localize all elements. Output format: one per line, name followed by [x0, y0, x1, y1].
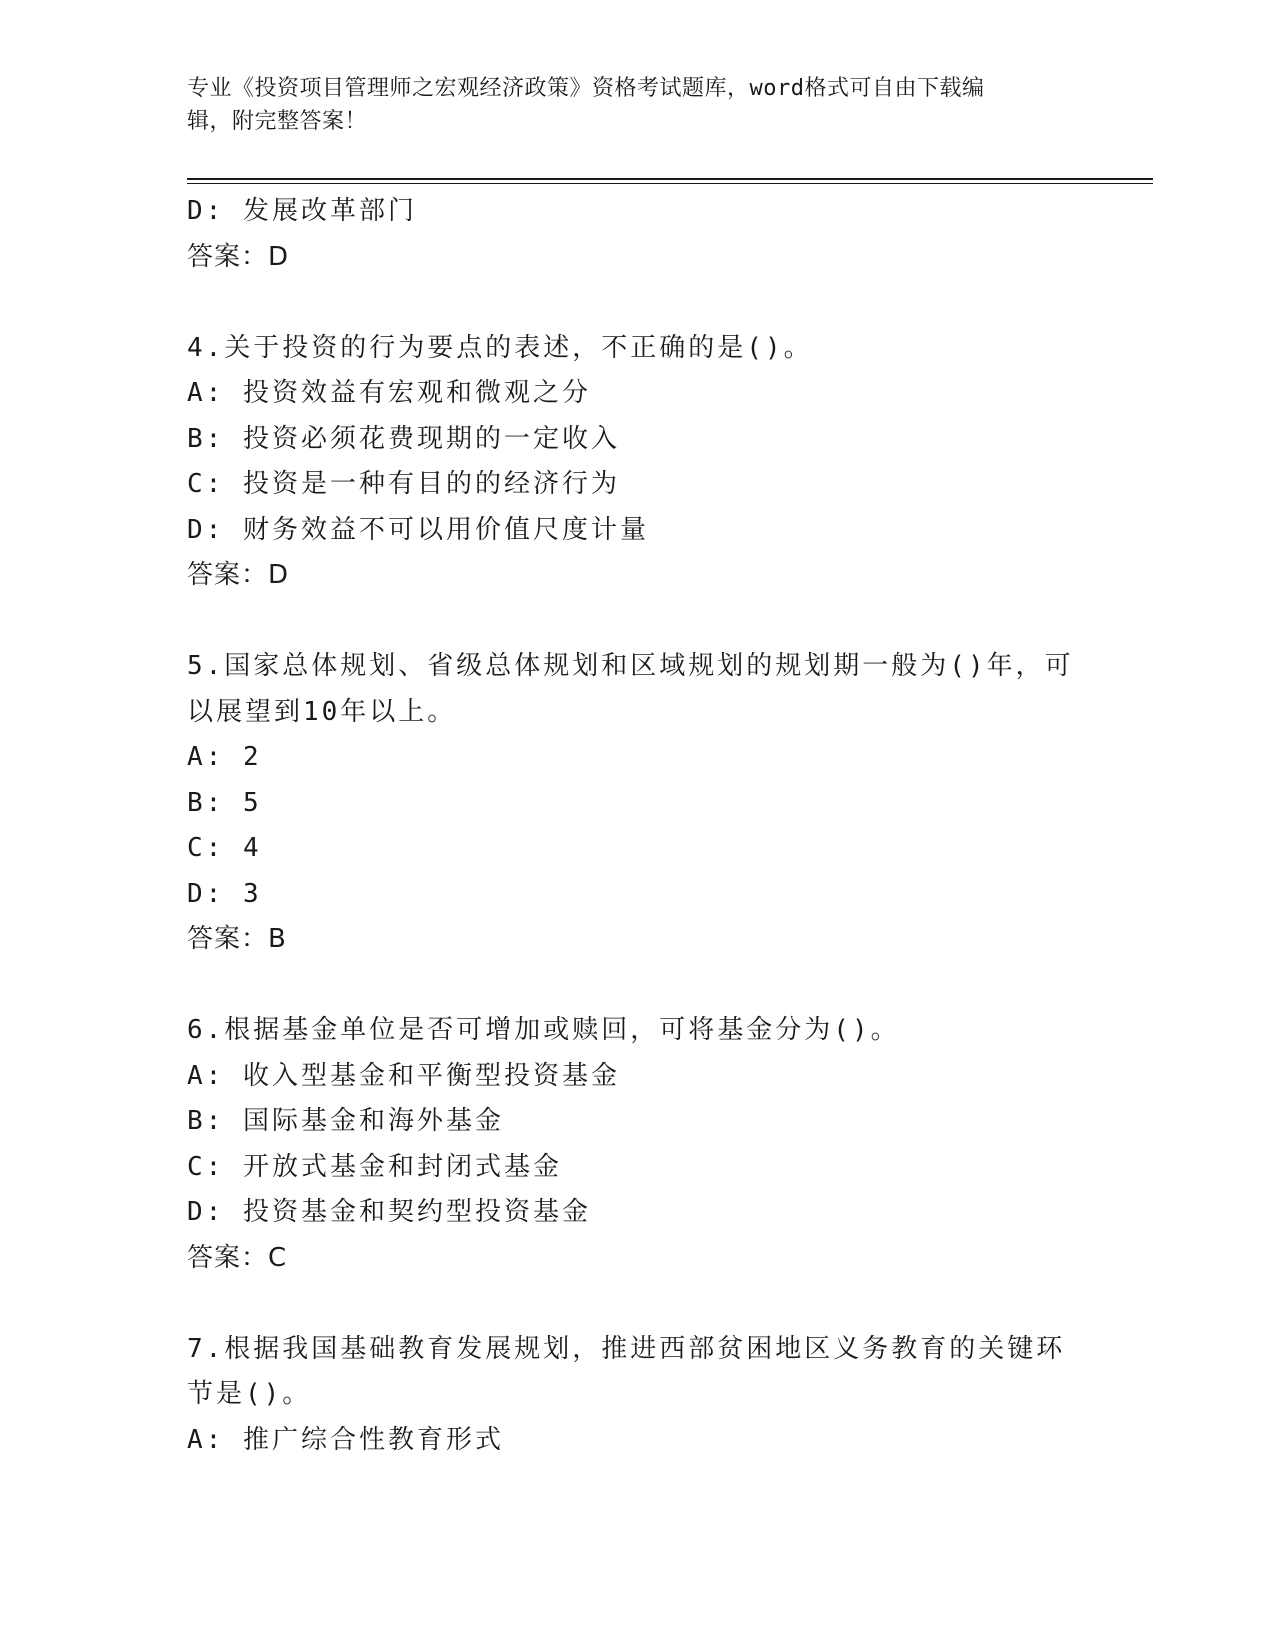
option-a: A: 收入型基金和平衡型投资基金	[187, 1060, 620, 1091]
question-6	[187, 1008, 1077, 1281]
option-a: A: 2	[187, 742, 262, 772]
question-7	[187, 1327, 1077, 1464]
question-stem: 7.根据我国基础教育发展规划，推进西部贫困地区义务教育的关键环	[187, 1333, 1066, 1364]
spacer	[187, 963, 1077, 1009]
spacer	[187, 280, 1077, 326]
fragment-answer: 答案：D	[187, 241, 290, 272]
question-5	[187, 644, 1077, 963]
answer: 答案：C	[187, 1242, 288, 1273]
question-stem-cont: 以展望到10年以上。	[187, 696, 457, 727]
header-divider-thin	[187, 183, 1153, 184]
question-stem: 4.关于投资的行为要点的表述，不正确的是()。	[187, 332, 813, 363]
answer: 答案：B	[187, 924, 287, 954]
option-d: D: 财务效益不可以用价值尺度计量	[187, 514, 649, 545]
option-c: C: 开放式基金和封闭式基金	[187, 1151, 562, 1182]
answer: 答案：D	[187, 560, 290, 590]
header-divider	[187, 178, 1153, 180]
option-d: D: 3	[187, 878, 262, 909]
question-stem: 5.国家总体规划、省级总体规划和区域规划的规划期一般为()年，可	[187, 651, 1074, 681]
option-c: C: 投资是一种有目的的经济行为	[187, 469, 620, 499]
header-line-2: 辑，附完整答案！	[187, 109, 368, 134]
question-stem: 6.根据基金单位是否可增加或赎回，可将基金分为()。	[187, 1015, 900, 1045]
document-header	[187, 72, 1067, 138]
option-b: B: 投资必须花费现期的一定收入	[187, 423, 620, 454]
option-b: B: 国际基金和海外基金	[187, 1106, 504, 1136]
spacer	[187, 599, 1077, 645]
option-c: C: 4	[187, 833, 262, 863]
option-a: A: 推广综合性教育形式	[187, 1424, 504, 1455]
question-list	[187, 189, 1077, 1463]
fragment-option-d: D: 发展改革部门	[187, 196, 417, 226]
question-stem-cont: 节是()。	[187, 1379, 312, 1409]
spacer	[187, 1281, 1077, 1327]
header-line-1: 专业《投资项目管理师之宏观经济政策》资格考试题库，word格式可自由下载编	[187, 76, 985, 101]
option-a: A: 投资效益有宏观和微观之分	[187, 378, 591, 408]
question-4	[187, 326, 1077, 599]
option-d: D: 投资基金和契约型投资基金	[187, 1197, 591, 1227]
option-b: B: 5	[187, 787, 262, 818]
